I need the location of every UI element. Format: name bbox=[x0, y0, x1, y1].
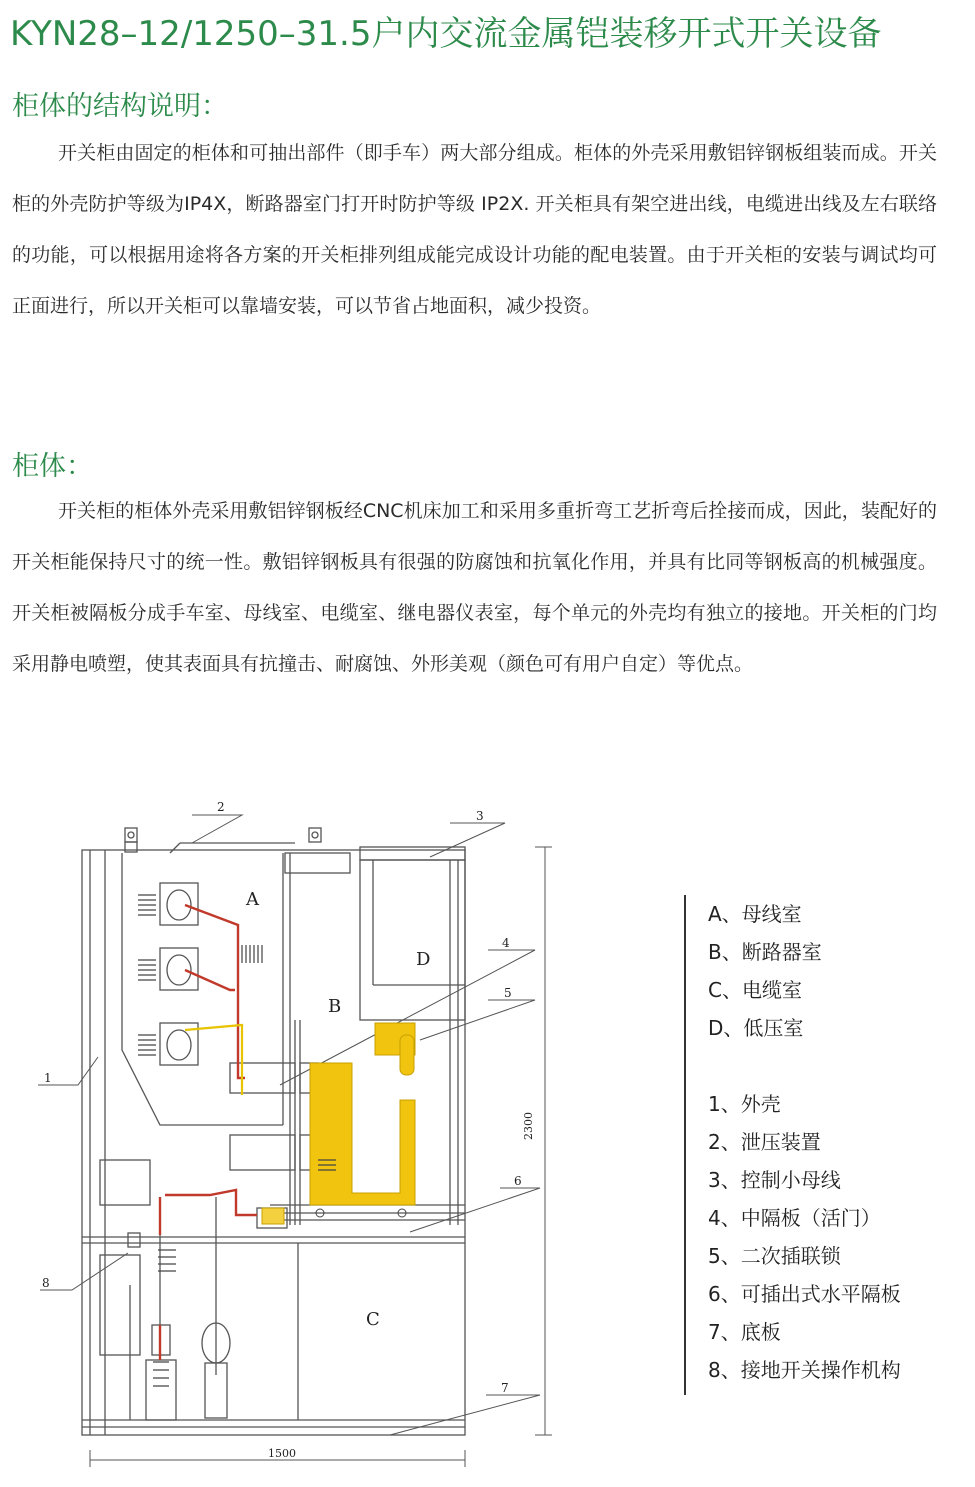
dimension-height: 2300 bbox=[522, 1112, 535, 1140]
legend-part-8: 8、接地开关操作机构 bbox=[708, 1358, 901, 1382]
legend-part-4: 4、中隔板（活门） bbox=[708, 1206, 881, 1230]
legend-room-d: D、低压室 bbox=[708, 1016, 804, 1040]
callout-1: 1 bbox=[44, 1071, 52, 1085]
compartment-d-label: D bbox=[416, 949, 431, 970]
section-text-structure: 开关柜由固定的柜体和可抽出部件（即手车）两大部分组成。柜体的外壳采用敷铝锌钢板组装而成。开关柜的外壳防护等级为IP4X，断路器室门打开时防护等级 IP2X. 开关柜具有架空进出线，电缆进出线及左右联络的功能，可以根据用途将各方案的开关柜排列组成能完成设计功能的配电装置。由于开关柜的安装与调试均可正面进行，所以开关柜可以靠墙安装，可以节省占地面积，减少投资。 bbox=[12, 142, 937, 317]
page-title: KYN28–12/1250–31.5户内交流金属铠装移开式开关设备 bbox=[10, 14, 882, 54]
section-text-cabinet: 开关柜的柜体外壳采用敷铝锌钢板经CNC机床加工和采用多重折弯工艺折弯后拴接而成，因此，装配好的开关柜能保持尺寸的统一性。敷铝锌钢板具有很强的防腐蚀和抗氧化作用，并具有比同等钢板高的机械强度。开关柜被隔板分成手车室、母线室、电缆室、继电器仪表室，每个单元的外壳均有独立的接地。开关柜的门均采用静电喷塑，使其表面具有抗撞击、耐腐蚀、外形美观（颜色可有用户自定）等优点。 bbox=[12, 500, 937, 675]
legend-part-5: 5、二次插联锁 bbox=[708, 1244, 841, 1268]
legend-part-3: 3、控制小母线 bbox=[708, 1168, 841, 1192]
section-heading-structure: 柜体的结构说明： bbox=[12, 91, 228, 122]
callout-8: 8 bbox=[42, 1276, 50, 1290]
legend-part-6: 6、可插出式水平隔板 bbox=[708, 1282, 901, 1306]
callout-2: 2 bbox=[217, 800, 225, 814]
callout-4: 4 bbox=[502, 936, 510, 950]
diagram-legend bbox=[684, 895, 901, 1395]
compartment-b-label: B bbox=[328, 996, 342, 1017]
dimension-width: 1500 bbox=[268, 1447, 296, 1460]
callout-3: 3 bbox=[476, 809, 484, 823]
legend-part-2: 2、泄压装置 bbox=[708, 1130, 821, 1154]
compartment-c-label: C bbox=[366, 1309, 380, 1330]
compartment-a-label: A bbox=[246, 889, 259, 910]
legend-room-a: A、母线室 bbox=[708, 902, 802, 926]
legend-room-b: B、断路器室 bbox=[708, 940, 822, 964]
legend-part-1: 1、外壳 bbox=[708, 1092, 781, 1116]
callout-6: 6 bbox=[514, 1174, 522, 1188]
legend-room-c: C、电缆室 bbox=[708, 978, 802, 1002]
legend-part-7: 7、底板 bbox=[708, 1320, 781, 1344]
callout-7: 7 bbox=[501, 1381, 509, 1395]
callout-5: 5 bbox=[504, 986, 512, 1000]
switchgear-diagram bbox=[30, 795, 560, 1475]
section-heading-cabinet: 柜体： bbox=[12, 451, 93, 482]
